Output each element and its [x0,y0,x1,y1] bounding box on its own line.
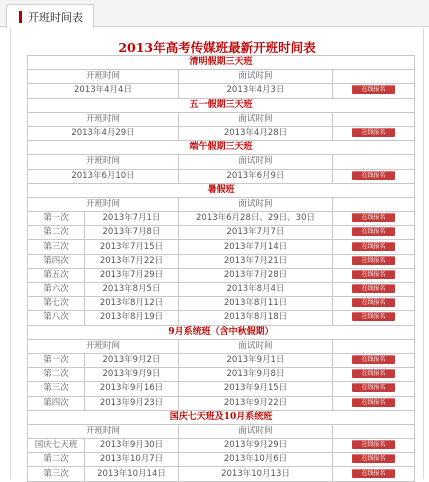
interview-date: 2013年7月28日 [179,268,333,282]
start-date: 2013年7月1日 [85,212,179,226]
col-header-interview: 面试时间 [179,155,333,169]
register-online-button[interactable]: 在线报名 [352,85,395,94]
session-label: 第二次 [28,368,85,382]
register-online-button[interactable]: 在线报名 [352,171,395,180]
action-cell [333,311,415,325]
table-row [28,382,415,396]
start-date: 2013年7月29日 [85,268,179,282]
table-row [28,126,415,140]
register-online-button[interactable]: 在线报名 [352,270,395,279]
table-row [28,240,415,254]
action-cell [333,453,415,467]
col-header-empty [333,424,415,438]
interview-date: 2013年8月18日 [179,311,333,325]
session-label: 第五次 [28,268,85,282]
register-online-button[interactable]: 在线报名 [352,213,395,222]
session-label: 第三次 [28,467,85,481]
interview-date: 2013年8月11日 [179,297,333,311]
register-online-button[interactable]: 在线报名 [352,298,395,307]
column-header-row [28,155,415,169]
tab-bar [0,0,429,27]
register-online-button[interactable]: 在线报名 [352,440,395,449]
interview-date: 2013年9月22日 [179,396,333,410]
action-cell [333,226,415,240]
col-header-empty [333,339,415,353]
register-online-button[interactable]: 在线报名 [352,398,395,407]
interview-date: 2013年10月6日 [179,453,333,467]
start-date: 2013年7月15日 [85,240,179,254]
session-label: 第一次 [28,212,85,226]
session-label: 第一次 [28,353,85,367]
col-header-empty [333,155,415,169]
interview-date: 2013年4月28日 [179,126,333,140]
page-title: 2013年高考传媒班最新开班时间表 [118,40,316,55]
section-header-row [28,325,415,339]
register-online-button[interactable]: 在线报名 [352,312,395,321]
register-online-button[interactable]: 在线报名 [352,469,395,478]
col-header-empty [333,70,415,84]
action-cell [333,268,415,282]
section-title: 清明假期三天班 [28,56,415,70]
section-header-row [28,98,415,112]
session-label: 国庆七天班 [28,439,85,453]
section-title: 暑假班 [28,183,415,197]
action-cell [333,439,415,453]
col-header-interview: 面试时间 [179,424,333,438]
start-date: 2013年8月12日 [85,297,179,311]
action-cell [333,126,415,140]
session-label: 第七次 [28,297,85,311]
register-online-button[interactable]: 在线报名 [352,256,395,265]
start-date: 2013年7月22日 [85,254,179,268]
interview-date: 2013年6月28日、29日、30日 [179,212,333,226]
session-label: 第三次 [28,382,85,396]
table-row [28,283,415,297]
action-cell [333,368,415,382]
session-label: 第四次 [28,396,85,410]
session-label: 第四次 [28,254,85,268]
col-header-interview: 面试时间 [179,112,333,126]
start-date: 2013年9月23日 [85,396,179,410]
col-header-interview: 面试时间 [179,70,333,84]
start-date: 2013年9月16日 [85,382,179,396]
session-label: 第二次 [28,226,85,240]
col-header-start: 开班时间 [28,155,179,169]
register-online-button[interactable]: 在线报名 [352,128,395,137]
table-row [28,226,415,240]
action-cell [333,283,415,297]
column-header-row [28,112,415,126]
col-header-interview: 面试时间 [179,197,333,211]
start-date: 2013年9月9日 [85,368,179,382]
interview-date: 2013年7月14日 [179,240,333,254]
session-label: 第三次 [28,240,85,254]
action-cell [333,297,415,311]
table-row [28,297,415,311]
table-row [28,353,415,367]
column-header-row [28,70,415,84]
table-row [28,396,415,410]
section-title: 9月系统班（含中秋假期） [28,325,415,339]
section-title: 五一假期三天班 [28,98,415,112]
start-date: 2013年4月4日 [28,84,179,98]
register-online-button[interactable]: 在线报名 [352,284,395,293]
start-date: 2013年9月2日 [85,353,179,367]
section-header-row [28,410,415,424]
start-date: 2013年9月30日 [85,439,179,453]
interview-date: 2013年9月15日 [179,382,333,396]
start-date: 2013年4月29日 [28,126,179,140]
table-row [28,439,415,453]
column-header-row [28,339,415,353]
schedule-panel [10,28,424,479]
start-date: 2013年8月5日 [85,283,179,297]
start-date: 2013年10月14日 [85,467,179,481]
interview-date: 2013年7月7日 [179,226,333,240]
session-label: 第二次 [28,453,85,467]
interview-date: 2013年9月29日 [179,439,333,453]
tab-label: 开班时间表 [28,10,83,24]
action-cell [333,353,415,367]
col-header-interview: 面试时间 [179,339,333,353]
session-label: 第六次 [28,283,85,297]
session-label: 第八次 [28,311,85,325]
register-online-button[interactable]: 在线报名 [352,242,395,251]
action-cell [333,212,415,226]
table-row [28,212,415,226]
interview-date: 2013年4月3日 [179,84,333,98]
table-row [28,453,415,467]
table-row [28,311,415,325]
col-header-start: 开班时间 [28,70,179,84]
action-cell [333,169,415,183]
table-row [28,84,415,98]
table-row [28,368,415,382]
interview-date: 2013年9月8日 [179,368,333,382]
start-date: 2013年8月19日 [85,311,179,325]
action-cell [333,254,415,268]
col-header-start: 开班时间 [28,197,179,211]
register-online-button[interactable]: 在线报名 [352,355,395,364]
interview-date: 2013年9月1日 [179,353,333,367]
section-title: 国庆七天班及10月系统班 [28,410,415,424]
col-header-empty [333,112,415,126]
register-online-button[interactable]: 在线报名 [352,454,395,463]
start-date: 2013年7月8日 [85,226,179,240]
start-date: 2013年6月10日 [28,169,179,183]
start-date: 2013年10月7日 [85,453,179,467]
action-cell [333,240,415,254]
tab-schedule[interactable] [6,4,94,28]
interview-date: 2013年8月4日 [179,283,333,297]
table-row [28,254,415,268]
interview-date: 2013年10月13日 [179,467,333,481]
col-header-empty [333,197,415,211]
register-online-button[interactable]: 在线报名 [352,383,395,392]
action-cell [333,396,415,410]
table-row [28,268,415,282]
section-header-row [28,141,415,155]
col-header-start: 开班时间 [28,339,179,353]
column-header-row [28,424,415,438]
interview-date: 2013年7月21日 [179,254,333,268]
section-header-row [28,56,415,70]
section-title: 端午假期三天班 [28,141,415,155]
tab-marker [19,11,22,23]
col-header-start: 开班时间 [28,424,179,438]
section-header-row [28,183,415,197]
register-online-button[interactable]: 在线报名 [352,369,395,378]
column-header-row [28,197,415,211]
table-row [28,169,415,183]
schedule-table [27,55,415,482]
action-cell [333,382,415,396]
register-online-button[interactable]: 在线报名 [352,227,395,236]
action-cell [333,84,415,98]
col-header-start: 开班时间 [28,112,179,126]
interview-date: 2013年6月9日 [179,169,333,183]
